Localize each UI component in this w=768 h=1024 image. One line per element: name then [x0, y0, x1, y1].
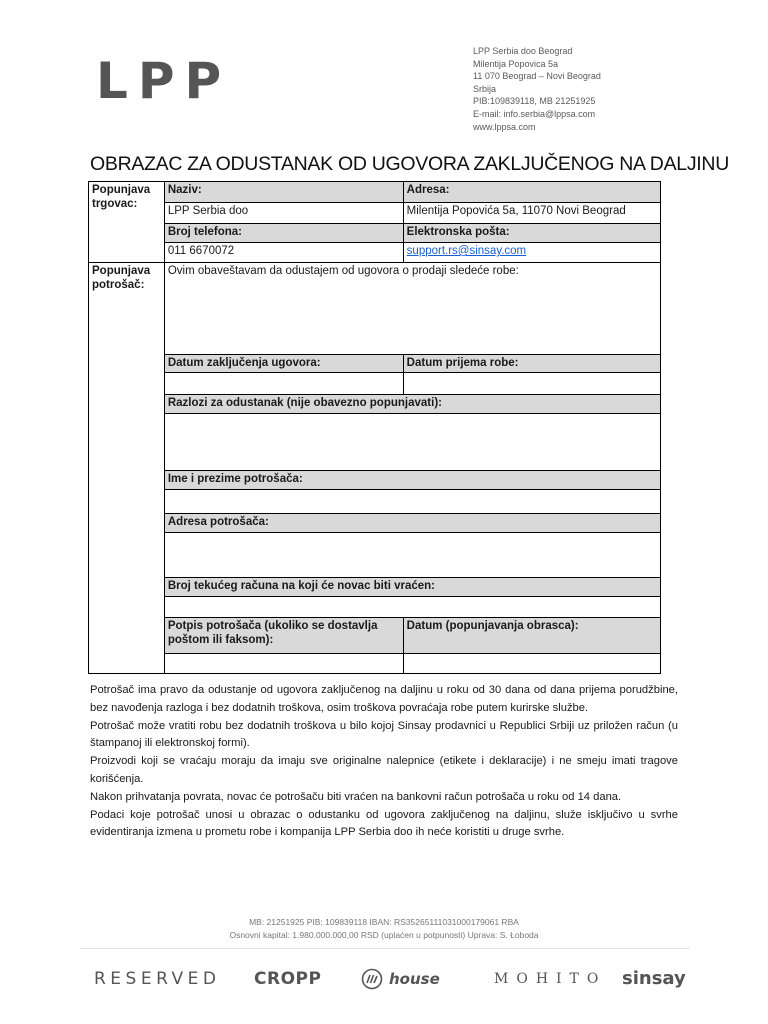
consumer-name-label: Ime i prezime potrošača: — [164, 471, 660, 490]
contract-date-label: Datum zaključenja ugovora: — [164, 355, 403, 373]
footer-divider — [80, 948, 690, 949]
sinsay-logo: sinsay — [622, 968, 686, 989]
merchant-section-label: Popunjava trgovac: — [89, 182, 165, 263]
terms-paragraph: Proizvodi koji se vraćaju moraju da imaju sve originalne nalepnice (etikete i deklaracije) i ne smeju imati tragove korišćenja. — [90, 755, 678, 785]
terms-paragraph: Podaci koje potrošač unosi u obrazac o odustanku od ugovora zaključenog na daljinu, služe isključivo u svrhe evidentiranja izmena u prometu robe i kompanija LPP Serbia doo ih neće koristiti u druge svrhe. — [90, 808, 678, 839]
fill-date-label: Datum (popunjavanja obrasca): — [403, 618, 660, 654]
brand-bar — [0, 963, 768, 997]
company-line: Srbija — [473, 83, 497, 94]
terms-text — [90, 682, 678, 842]
account-field[interactable] — [164, 597, 660, 618]
merchant-name: LPP Serbia doo — [164, 203, 403, 224]
consumer-section-label: Popunjava potrošač: — [89, 263, 165, 674]
lpp-logo: LPP — [96, 52, 232, 110]
company-line: 11 070 Beograd – Novi Beograd — [473, 71, 601, 82]
support-email-link[interactable]: support.rs@sinsay.com — [406, 245, 527, 257]
terms-paragraph: Potrošač može vratiti robu bez dodatnih troškova u bilo kojoj Sinsay prodavnici u Republici Srbiji uz priložen račun (u štampanoj ili elektronskoj formi). — [90, 719, 678, 750]
account-label: Broj tekućeg računa na koji će novac biti vraćen: — [164, 578, 660, 597]
house-emblem-icon — [361, 968, 383, 990]
footer-capital: Osnovni kapital: 1.980.000.000,00 RSD (uplaćen u potpunosti) Uprava: S. Łoboda — [229, 930, 539, 940]
reasons-field[interactable] — [164, 414, 660, 471]
house-logo: house — [389, 970, 440, 988]
footer-registration: MB: 21251925 PIB: 109839118 IBAN: RS35265111031000179061 RBA — [249, 917, 519, 927]
email-label: Elektronska pošta: — [403, 224, 660, 243]
company-line: PIB:109839118, MB 21251925 — [473, 96, 596, 107]
signature-field[interactable] — [164, 654, 403, 674]
company-line: E-mail: info.serbia@lppsa.com — [473, 108, 596, 119]
mohito-logo: MOHITO — [494, 971, 607, 987]
consumer-name-field[interactable] — [164, 490, 660, 514]
terms-paragraph: Potrošač ima pravo da odustanje od ugovora zaključenog na daljinu u roku od 30 dana od dana prijema porudžbine, bez navođenja razloga i bez dodatnih troškova, osim troškova povraćaja robe putem kurirske službe. — [90, 684, 678, 714]
withdrawal-form — [88, 181, 661, 674]
reserved-logo: RESERVED — [94, 969, 221, 989]
phone-label: Broj telefona: — [164, 224, 403, 243]
receipt-date-label: Datum prijema robe: — [403, 355, 660, 373]
receipt-date-field[interactable] — [403, 373, 660, 395]
merchant-address: Milentija Popovića 5a, 11070 Novi Beograd — [403, 203, 660, 224]
fill-date-field[interactable] — [403, 654, 660, 674]
merchant-email-cell — [403, 243, 660, 263]
company-info — [473, 45, 601, 133]
signature-label: Potpis potrošača (ukoliko se dostavlja poštom ili faksom): — [164, 618, 403, 654]
name-label: Naziv: — [164, 182, 403, 203]
terms-paragraph: Nakon prihvatanja povrata, novac će potrošaču biti vraćen na bankovni račun potrošača u roku od 14 dana. — [90, 790, 622, 803]
contract-date-field[interactable] — [164, 373, 403, 395]
company-line: www.lppsa.com — [473, 121, 536, 132]
merchant-phone: 011 6670072 — [164, 243, 403, 263]
document-title: OBRAZAC ZA ODUSTANAK OD UGOVORA ZAKLJUČENOG NA DALJINU — [90, 153, 729, 175]
consumer-address-field[interactable] — [164, 533, 660, 578]
cropp-logo: CROPP — [254, 969, 322, 989]
company-line: LPP Serbia doo Beograd — [473, 46, 573, 56]
address-label: Adresa: — [403, 182, 660, 203]
consumer-address-label: Adresa potrošača: — [164, 514, 660, 533]
reasons-label: Razlozi za odustanak (nije obavezno popunjavati): — [164, 395, 660, 414]
goods-statement-field[interactable]: Ovim obaveštavam da odustajem od ugovora o prodaji sledeće robe: — [164, 263, 660, 355]
company-line: Milentija Popovica 5a — [473, 58, 559, 69]
